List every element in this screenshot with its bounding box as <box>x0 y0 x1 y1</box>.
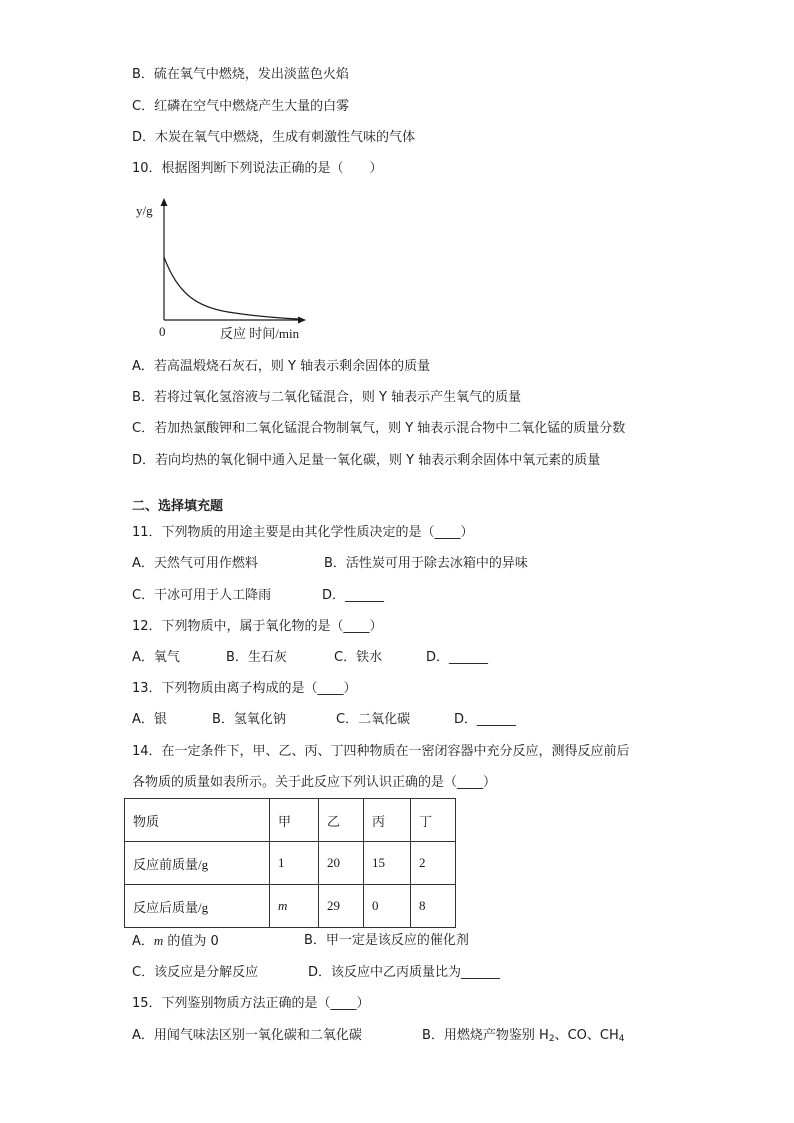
q13-options <box>132 711 517 729</box>
table-cell: 甲 <box>270 799 319 842</box>
q12-option-a: A．氧气 <box>132 650 180 665</box>
q10-option-c: C．若加热氯酸钾和二氧化锰混合物制氧气，则 Y 轴表示混合物中二氧化锰的质量分数 <box>132 421 626 436</box>
table-cell: 29 <box>319 885 364 928</box>
q14-option-a-suffix: 的值为 0 <box>163 934 219 949</box>
subscript: 4 <box>618 1034 625 1044</box>
table-cell: 反应前质量/g <box>125 842 270 885</box>
q12-option-d: D．______ <box>426 650 489 665</box>
y-axis-label: y/g <box>136 203 153 218</box>
q14-option-a-prefix: A． <box>132 934 154 949</box>
q15-option-b-prefix: B．用燃烧产物鉴别 H <box>422 1028 549 1043</box>
table-cell: 物质 <box>125 799 270 842</box>
origin-label: 0 <box>159 324 166 339</box>
subscript: 2 <box>548 1034 555 1044</box>
q11-option-c: C．干冰可用于人工降雨 <box>132 588 272 603</box>
decay-curve <box>164 257 298 319</box>
table-cell: 1 <box>270 842 319 885</box>
table-cell: 8 <box>411 885 456 928</box>
q13-option-a: A．银 <box>132 712 167 727</box>
table-row <box>125 842 456 885</box>
q11-option-d: D．______ <box>322 588 385 603</box>
table-cell: 丁 <box>411 799 456 842</box>
q9-option-c: C．红磷在空气中燃烧产生大量的白雾 <box>132 99 350 114</box>
table-header-row <box>125 799 456 842</box>
table-cell: 0 <box>364 885 411 928</box>
q14-stem-line1: 14．在一定条件下，甲、乙、丙、丁四种物质在一密闭容器中充分反应，测得反应前后 <box>132 744 630 759</box>
q13-option-b: B．氢氧化钠 <box>212 712 286 727</box>
q12-option-b: B．生石灰 <box>226 650 287 665</box>
q12-option-c: C．铁水 <box>334 650 383 665</box>
q10-graph <box>128 195 318 345</box>
q14-option-a <box>132 934 219 949</box>
table-cell: 15 <box>364 842 411 885</box>
table-cell: m <box>270 885 319 928</box>
table-cell: 20 <box>319 842 364 885</box>
table-cell: 乙 <box>319 799 364 842</box>
q9-option-b: B．硫在氧气中燃烧，发出淡蓝色火焰 <box>132 67 349 82</box>
q13-option-d: D．______ <box>454 712 517 727</box>
q10-stem: 10．根据图判断下列说法正确的是（ ） <box>132 161 383 176</box>
q10-option-a: A．若高温煅烧石灰石，则 Y 轴表示剩余固体的质量 <box>132 359 431 374</box>
q15-option-b <box>422 1027 624 1048</box>
q14-options-row2 <box>132 964 501 982</box>
q14-option-d: D．该反应中乙丙质量比为______ <box>308 965 501 980</box>
table-cell: 2 <box>411 842 456 885</box>
q15-option-a: A．用闻气味法区别一氧化碳和二氧化碳 <box>132 1028 362 1043</box>
mass-table <box>124 798 456 928</box>
y-axis-arrow <box>161 198 168 206</box>
q15-option-b-mid: 、CO、CH <box>554 1028 619 1043</box>
x-axis-label: 反应 时间/min <box>220 326 300 341</box>
q13-option-c: C．二氧化碳 <box>336 712 411 727</box>
q14-stem-line2: 各物质的质量如表所示。关于此反应下列认识正确的是（____） <box>132 775 497 790</box>
q11-options-row1 <box>132 555 528 573</box>
q11-option-a: A．天然气可用作燃料 <box>132 556 258 571</box>
q11-option-b: B．活性炭可用于除去冰箱中的异味 <box>324 556 528 571</box>
section-title: 二、选择填充题 <box>132 499 224 514</box>
q12-options <box>132 649 489 667</box>
q9-option-d: D．木炭在氧气中燃烧，生成有刺激性气味的气体 <box>132 130 416 145</box>
q10-option-d: D．若向均热的氧化铜中通入足量一氧化碳，则 Y 轴表示剩余固体中氧元素的质量 <box>132 453 601 468</box>
q14-options-row1 <box>132 932 469 951</box>
q15-stem: 15．下列鉴别物质方法正确的是（____） <box>132 996 370 1011</box>
table-row <box>125 885 456 928</box>
q11-options-row2 <box>132 587 385 605</box>
q12-stem: 12．下列物质中，属于氧化物的是（____） <box>132 619 383 634</box>
q10-option-b: B．若将过氧化氢溶液与二氧化锰混合，则 Y 轴表示产生氧气的质量 <box>132 390 522 405</box>
q14-option-b: B．甲一定是该反应的催化剂 <box>304 933 469 948</box>
table-cell: 反应后质量/g <box>125 885 270 928</box>
q11-stem: 11．下列物质的用途主要是由其化学性质决定的是（____） <box>132 525 474 540</box>
q13-stem: 13．下列物质由离子构成的是（____） <box>132 681 357 696</box>
q15-options <box>132 1027 625 1045</box>
q14-option-c: C．该反应是分解反应 <box>132 965 259 980</box>
x-axis-arrow <box>298 317 306 324</box>
table-cell: 丙 <box>364 799 411 842</box>
q14-option-a-var: m <box>153 933 164 948</box>
